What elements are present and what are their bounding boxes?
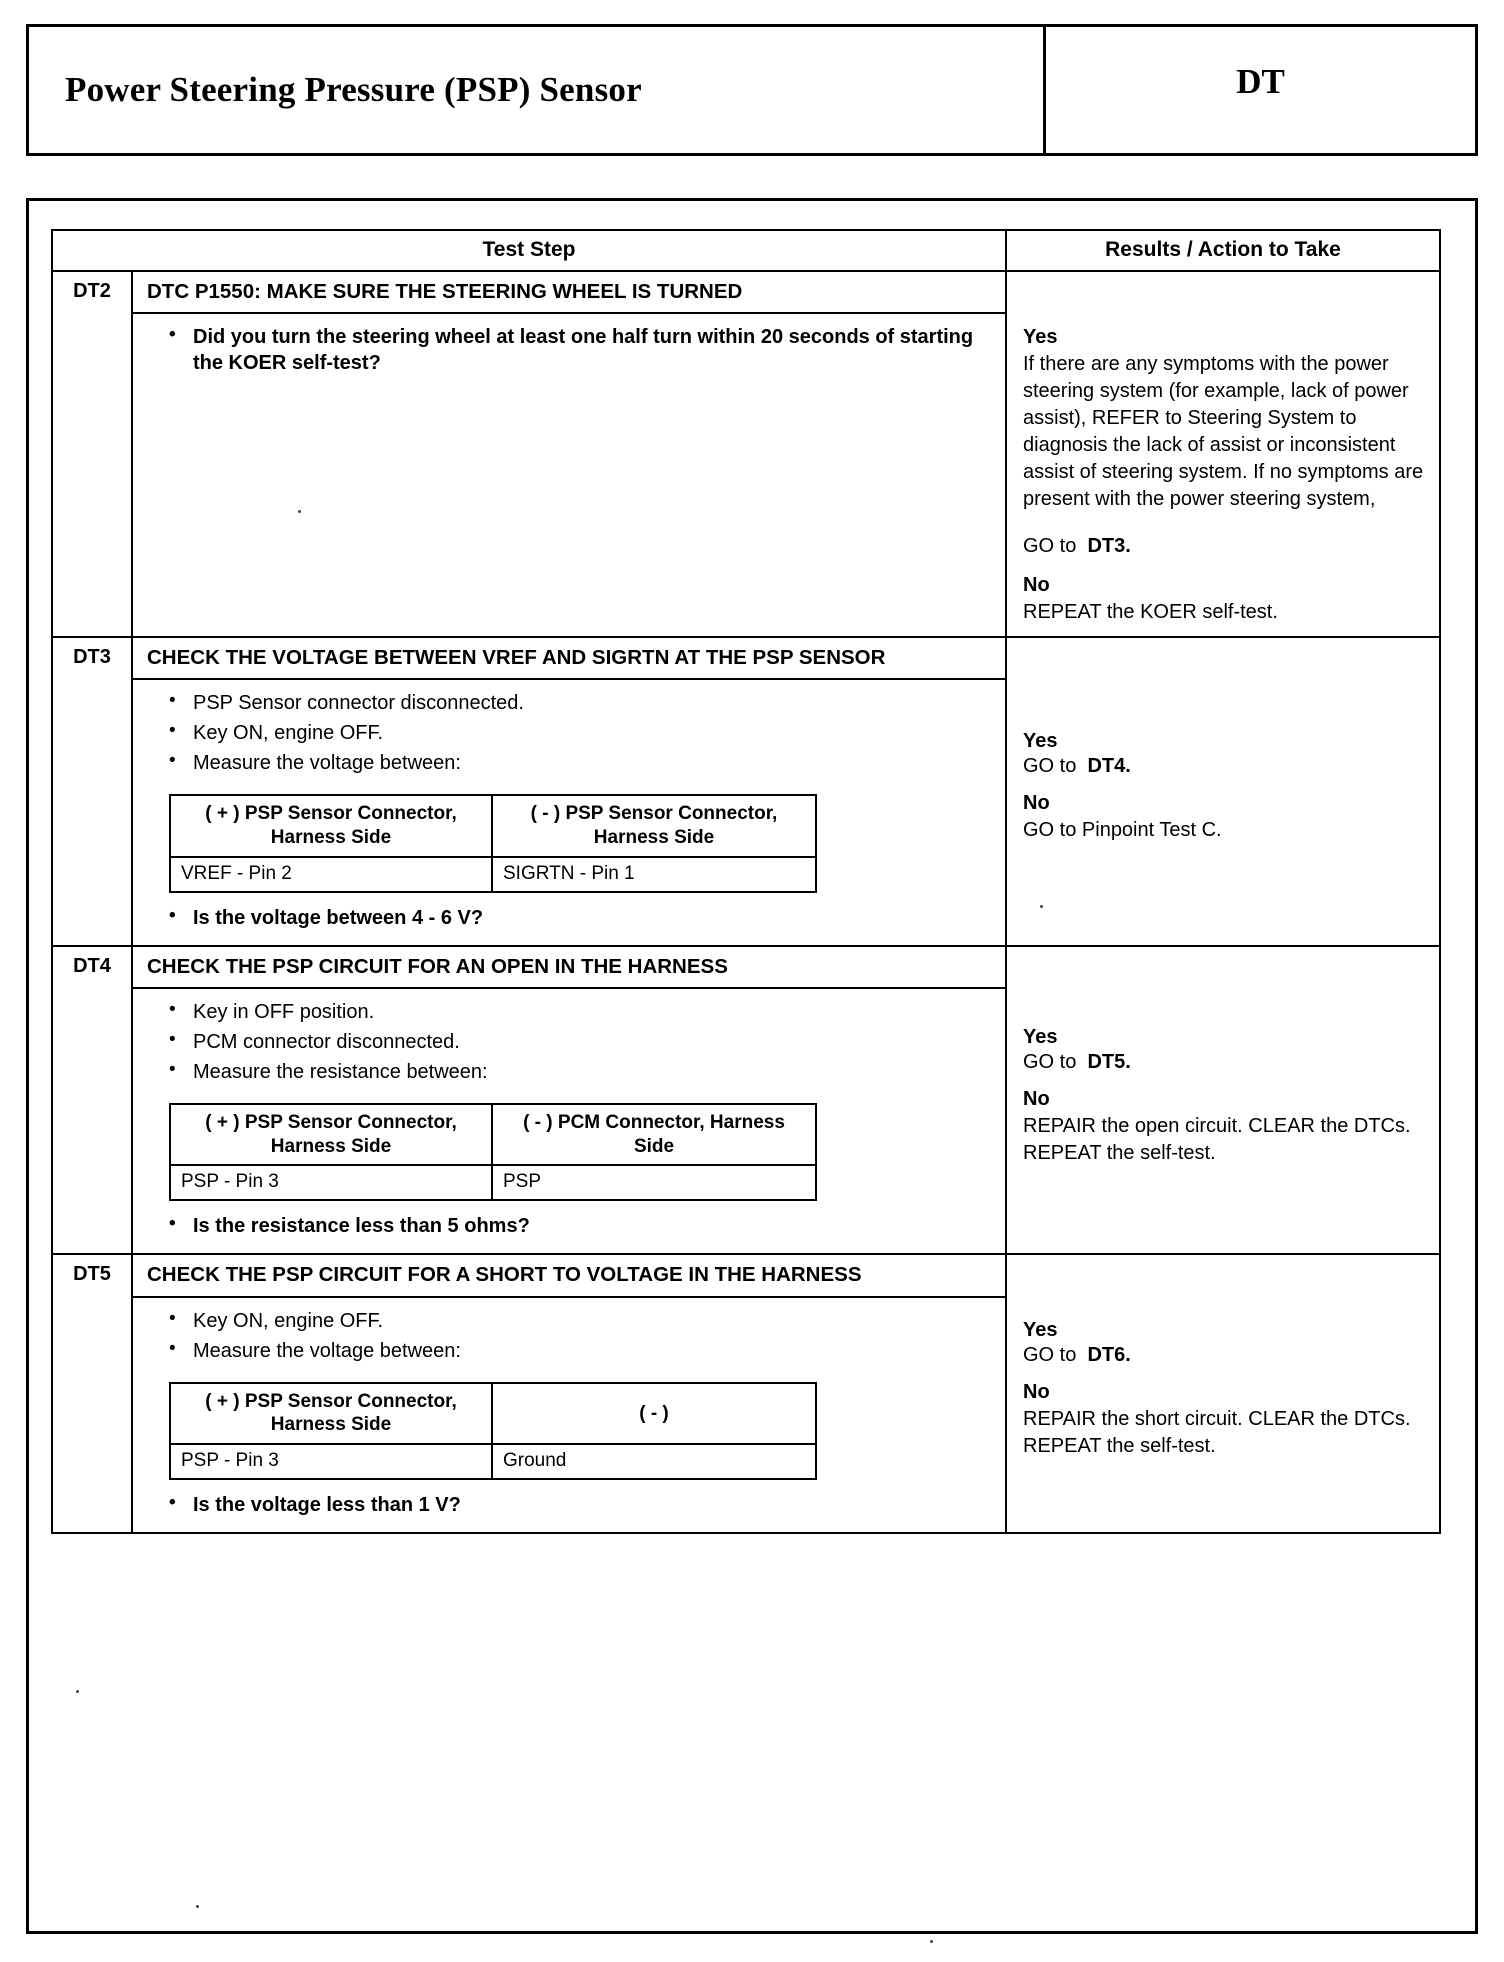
page-header — [26, 24, 1478, 156]
goto-target: DT4. — [1087, 755, 1131, 778]
connector-table-header — [171, 1384, 815, 1446]
step-bullet-list — [147, 324, 993, 376]
results-content — [1007, 947, 1439, 1254]
step-body — [133, 680, 1005, 945]
step-id: DT2 — [53, 272, 133, 636]
step-content — [133, 638, 1007, 945]
step-title: CHECK THE VOLTAGE BETWEEN VREF AND SIGRTN AT THE PSP SENSOR — [133, 638, 1005, 680]
step-id: DT4 — [53, 947, 133, 1254]
connector-value-negative: Ground — [503, 1450, 567, 1472]
connector-table-row — [171, 1166, 815, 1199]
result-goto-line — [1023, 1051, 1429, 1074]
result-yes-label: Yes — [1023, 730, 1058, 753]
result-yes-label: Yes — [1023, 1025, 1058, 1048]
results-content — [1007, 638, 1439, 945]
result-no-text: REPAIR the short circuit. CLEAR the DTCs. REPEAT the self-test. — [1023, 1408, 1411, 1458]
result-no-label: No — [1023, 574, 1050, 596]
goto-prefix: GO to — [1023, 1050, 1077, 1073]
step-title: CHECK THE PSP CIRCUIT FOR A SHORT TO VOLTAGE IN THE HARNESS — [133, 1255, 1005, 1297]
connector-header-positive: ( + ) PSP Sensor Connector, Harness Side — [171, 796, 493, 856]
connector-value-positive: PSP - Pin 3 — [171, 1166, 493, 1199]
list-item: • Is the voltage between 4 - 6 V? — [147, 905, 993, 931]
result-no-label: No — [1023, 1381, 1050, 1404]
result-goto-line — [1023, 535, 1429, 558]
connector-table — [169, 1382, 817, 1481]
step-question-list — [147, 905, 993, 931]
step-content — [133, 947, 1007, 1254]
list-item: • Did you turn the steering wheel at least one half turn within 20 seconds of starting the KOER self-test? — [147, 324, 993, 376]
step-question-list — [147, 1213, 993, 1239]
scan-speckle — [930, 1940, 933, 1943]
column-header-results: Results / Action to Take — [1105, 238, 1341, 261]
connector-header-negative: ( - ) — [639, 1402, 669, 1424]
step-title: CHECK THE PSP CIRCUIT FOR AN OPEN IN THE HARNESS — [133, 947, 1005, 989]
result-no-label: No — [1023, 792, 1050, 815]
section-code: DT — [1043, 27, 1475, 153]
connector-header-negative: ( - ) PSP Sensor Connector, Harness Side — [530, 803, 778, 848]
step-content — [133, 272, 1007, 636]
result-no-text: REPEAT the KOER self-test. — [1023, 601, 1278, 623]
list-item: • Measure the voltage between: — [147, 1338, 993, 1364]
scan-speckle — [196, 1905, 199, 1908]
column-header-test-step: Test Step — [53, 231, 1007, 270]
goto-prefix: GO to — [1023, 755, 1077, 778]
list-item: • PSP Sensor connector disconnected. — [147, 690, 993, 716]
step-id: DT5 — [53, 1255, 133, 1532]
connector-value-positive: PSP - Pin 3 — [171, 1445, 493, 1478]
diagnostic-table — [51, 229, 1441, 1534]
connector-table-row — [171, 858, 815, 891]
connector-header-negative: ( - ) PCM Connector, Harness Side — [523, 1111, 785, 1157]
goto-target: DT3. — [1087, 535, 1131, 557]
connector-header-positive: ( + ) PSP Sensor Connector, Harness Side — [171, 1384, 493, 1444]
result-no-label: No — [1023, 1087, 1050, 1110]
result-no-text: GO to Pinpoint Test C. — [1023, 819, 1222, 842]
list-item: • Is the voltage less than 1 V? — [147, 1492, 993, 1518]
list-item: • Key in OFF position. — [147, 999, 993, 1025]
list-item: • Measure the resistance between: — [147, 1059, 993, 1085]
results-content — [1007, 272, 1439, 636]
result-goto-line — [1023, 755, 1429, 778]
connector-table-row — [171, 1445, 815, 1478]
result-no-text: REPAIR the open circuit. CLEAR the DTCs. REPEAT the self-test. — [1023, 1114, 1411, 1164]
table-row — [53, 638, 1439, 947]
goto-target: DT5. — [1087, 1050, 1131, 1073]
step-bullet-list — [147, 690, 993, 776]
results-content — [1007, 1255, 1439, 1532]
goto-target: DT6. — [1087, 1344, 1131, 1367]
table-header-row — [53, 231, 1439, 272]
list-item: • Key ON, engine OFF. — [147, 1308, 993, 1334]
list-item: • PCM connector disconnected. — [147, 1029, 993, 1055]
content-frame — [26, 198, 1478, 1934]
connector-value-positive: VREF - Pin 2 — [171, 858, 493, 891]
connector-table-header — [171, 1105, 815, 1167]
scan-speckle — [1040, 905, 1043, 908]
result-goto-line — [1023, 1344, 1429, 1367]
table-row — [53, 1255, 1439, 1532]
connector-header-positive: ( + ) PSP Sensor Connector, Harness Side — [171, 1105, 493, 1165]
scan-speckle — [76, 1690, 79, 1693]
result-yes-label: Yes — [1023, 1319, 1058, 1342]
page-title: Power Steering Pressure (PSP) Sensor — [65, 70, 642, 109]
step-bullet-list — [147, 999, 993, 1085]
step-id: DT3 — [53, 638, 133, 945]
connector-value-negative: SIGRTN - Pin 1 — [503, 862, 635, 884]
step-body — [133, 989, 1005, 1254]
connector-table — [169, 1103, 817, 1202]
connector-value-negative: PSP — [503, 1171, 542, 1193]
step-bullet-list — [147, 1308, 993, 1364]
result-yes-text: If there are any symptoms with the power steering system (for example, lack of power assist), REFER to Steering System to diagnosis the lack of assist or inconsistent assist of steering system. If no symptoms are present with the power steering system, — [1023, 353, 1424, 510]
result-yes-label: Yes — [1023, 326, 1058, 348]
step-body — [133, 314, 1005, 390]
goto-prefix: GO to — [1023, 535, 1077, 557]
step-content — [133, 1255, 1007, 1532]
step-body — [133, 1298, 1005, 1533]
table-row — [53, 272, 1439, 638]
step-question-list — [147, 1492, 993, 1518]
step-title: DTC P1550: MAKE SURE THE STEERING WHEEL IS TURNED — [133, 272, 1005, 314]
list-item: • Measure the voltage between: — [147, 750, 993, 776]
connector-table — [169, 794, 817, 893]
table-row — [53, 947, 1439, 1256]
list-item: • Is the resistance less than 5 ohms? — [147, 1213, 993, 1239]
connector-table-header — [171, 796, 815, 858]
list-item: • Key ON, engine OFF. — [147, 720, 993, 746]
scan-speckle — [298, 510, 301, 513]
goto-prefix: GO to — [1023, 1344, 1077, 1367]
